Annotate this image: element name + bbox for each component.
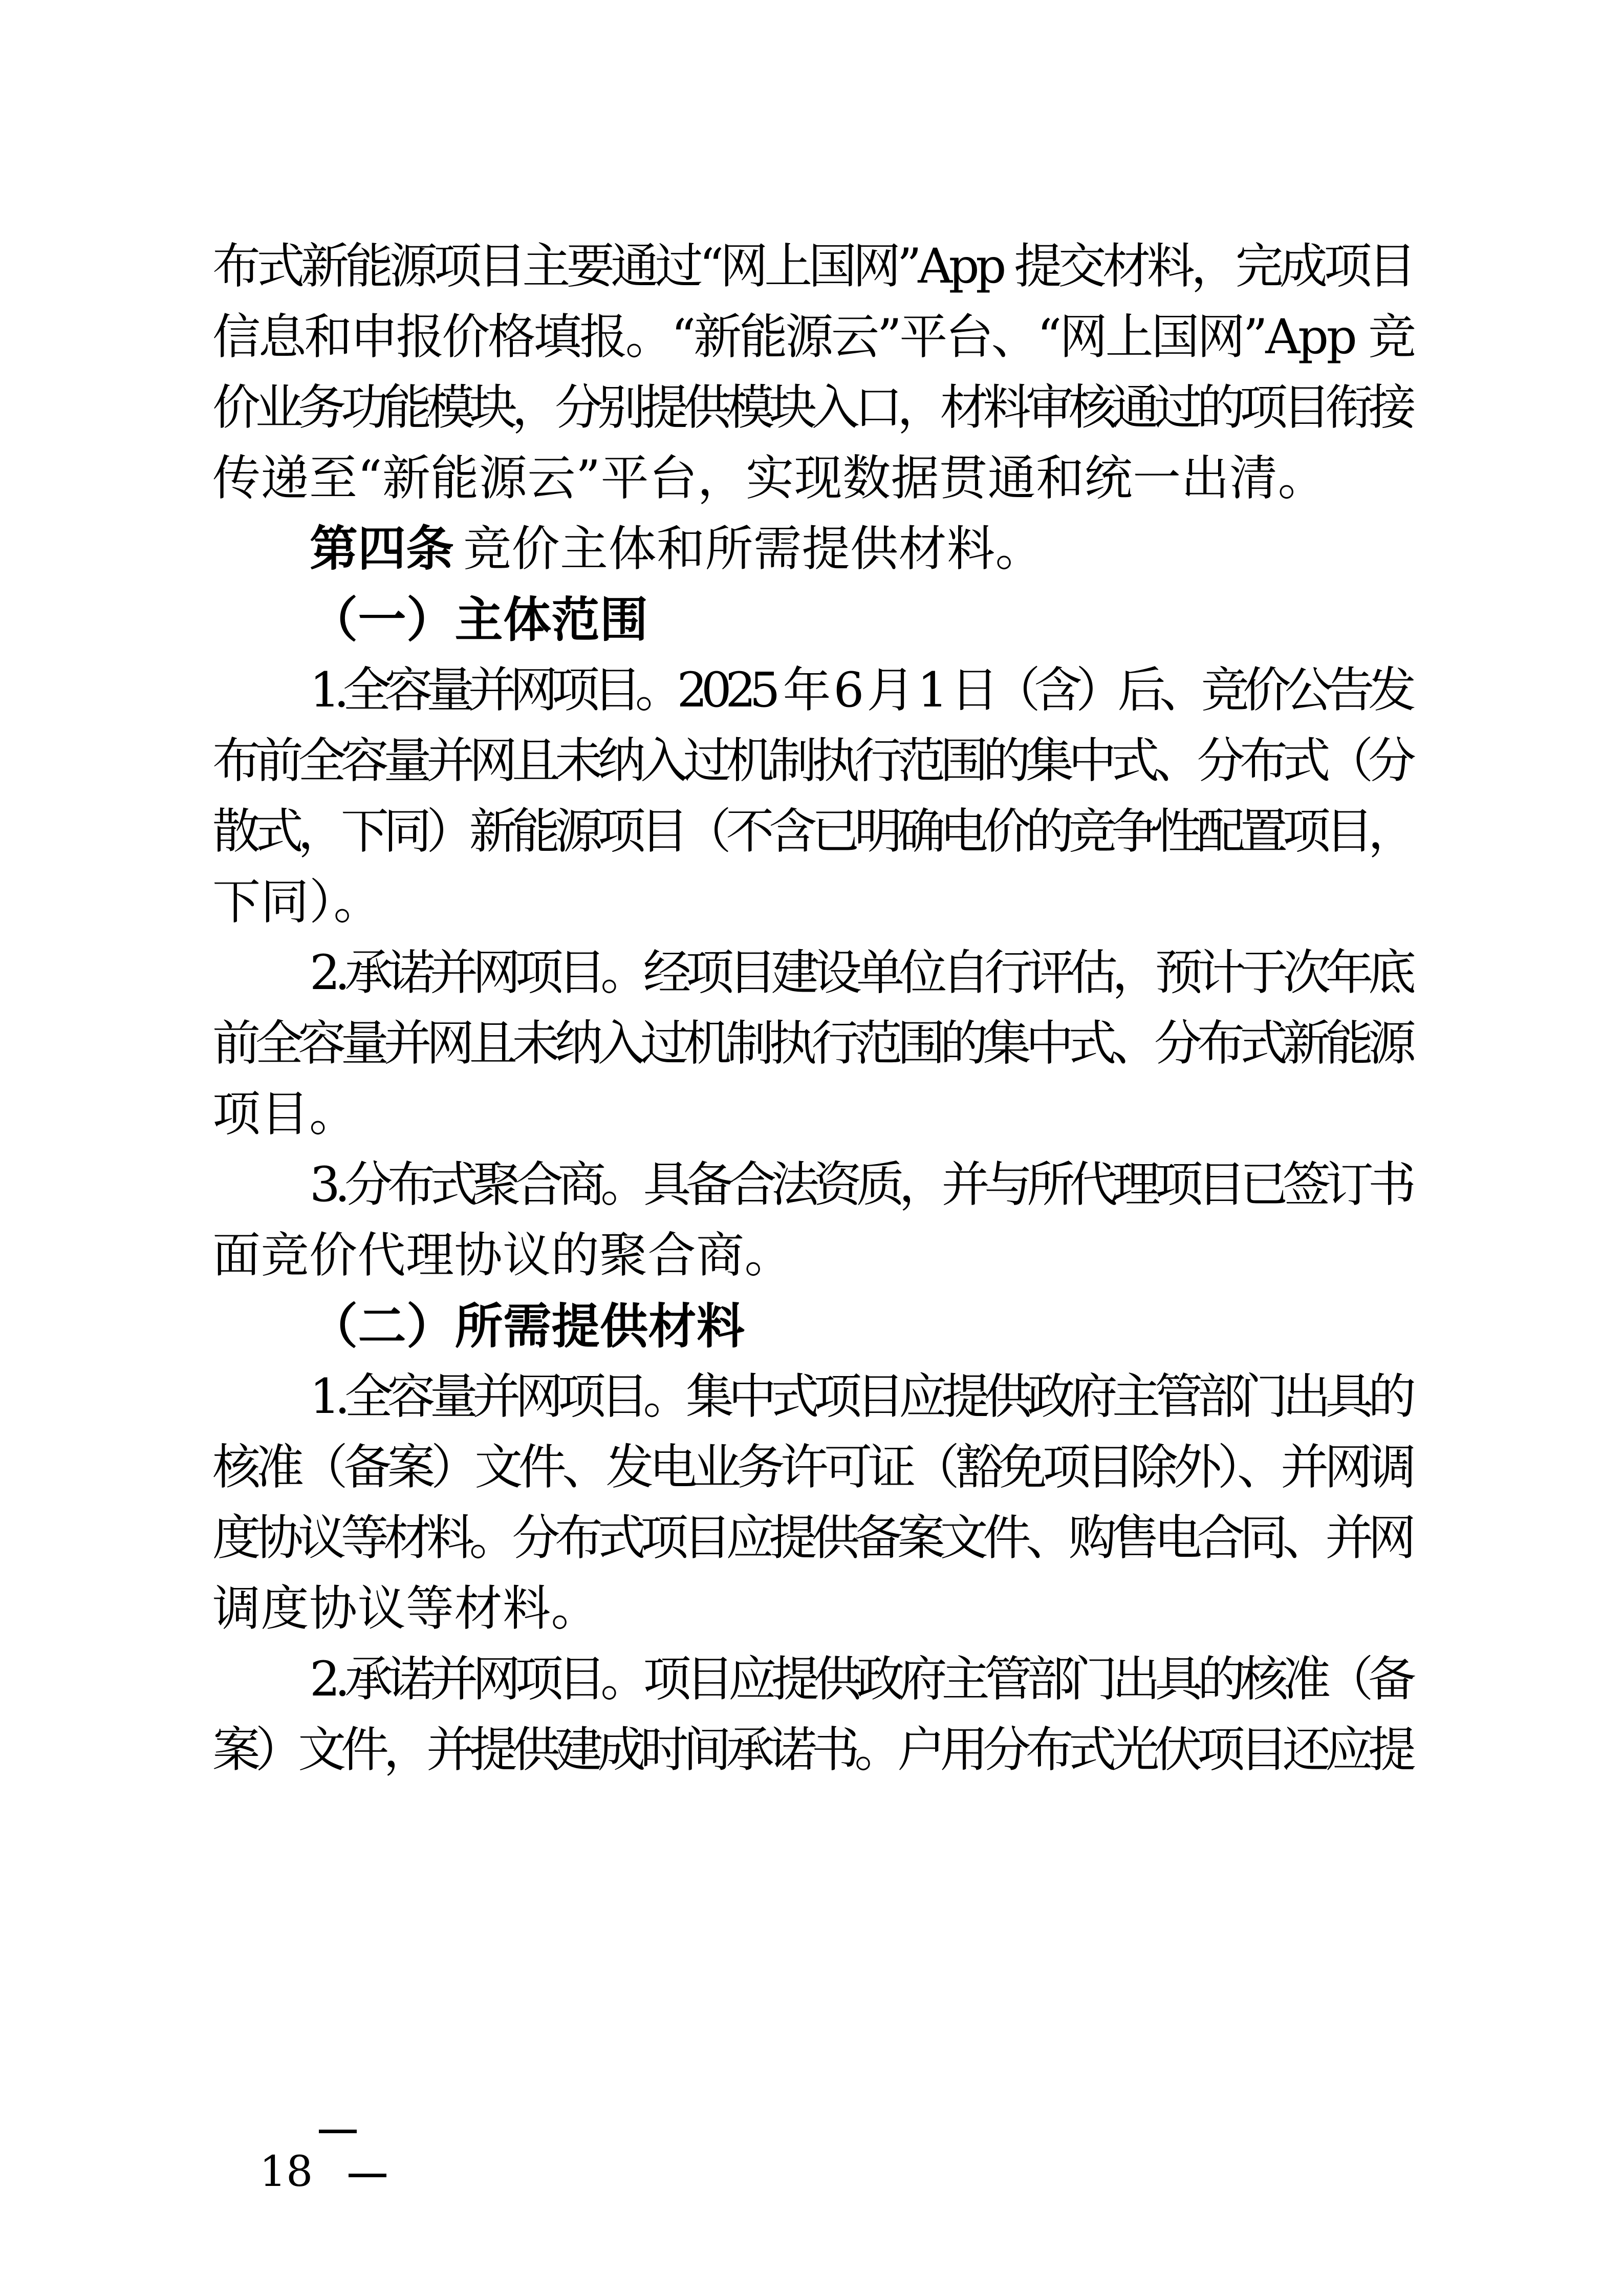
text-line-content bbox=[212, 874, 382, 930]
text-line bbox=[212, 443, 1416, 514]
text-line-content bbox=[212, 1008, 1411, 1079]
text-line-content bbox=[212, 1086, 358, 1142]
text-line bbox=[212, 373, 1416, 443]
text-run: 竞价主体和所需提供材料。 bbox=[463, 521, 1044, 577]
text-line bbox=[212, 797, 1416, 867]
text-line bbox=[212, 1220, 1416, 1291]
text-line-content bbox=[212, 1581, 599, 1637]
text-line-content bbox=[212, 1298, 745, 1355]
footer-dash-leading-icon bbox=[319, 2130, 357, 2133]
text-line-content bbox=[212, 726, 1411, 797]
text-line-content bbox=[212, 655, 1410, 726]
text-run: 调度协议等材料。 bbox=[212, 1581, 600, 1637]
text-line bbox=[212, 655, 1416, 726]
text-run: 下同）。 bbox=[212, 874, 382, 930]
text-line bbox=[212, 938, 1416, 1008]
text-line-content bbox=[212, 1503, 1411, 1574]
text-run: 价业务功能模块，分别提供模块入口，材料审核通过的项目衔接 bbox=[212, 380, 1411, 436]
text-run: 布式新能源项目主要通过“网上国网”App 提交材料，完成项目 bbox=[212, 239, 1413, 294]
text-run: 面竞价代理协议的聚合商。 bbox=[212, 1228, 793, 1283]
text-line-content bbox=[212, 1362, 1411, 1432]
text-run: （一）主体范围 bbox=[310, 592, 648, 648]
text-line bbox=[212, 1150, 1416, 1220]
text-line-content bbox=[212, 373, 1411, 443]
text-line bbox=[212, 1574, 1416, 1644]
text-line bbox=[212, 1644, 1416, 1715]
document-body bbox=[212, 231, 1416, 1786]
text-run: 信息和申报价格填报。“新能源云”平台、“网上国网”App 竞 bbox=[212, 309, 1414, 365]
text-run: 2.承诺并网项目。经项目建设单位自行评估，预计于次年底 bbox=[310, 945, 1411, 1001]
text-run: 3.分布式聚合商。具备合法资质，并与所代理项目已签订书 bbox=[310, 1157, 1411, 1213]
text-line bbox=[212, 1079, 1416, 1150]
text-run: 1.全容量并网项目。集中式项目应提供政府主管部门出具的 bbox=[310, 1369, 1411, 1425]
text-line-content bbox=[212, 1150, 1411, 1220]
text-run: 散式，下同）新能源项目（不含已明确电价的竞争性配置项目， bbox=[212, 804, 1411, 860]
text-run: 前全容量并网且未纳入过机制执行范围的集中式、分布式新能源 bbox=[212, 1016, 1411, 1071]
text-line-content bbox=[212, 1432, 1412, 1503]
text-line-content bbox=[212, 231, 1412, 302]
text-line bbox=[212, 231, 1416, 302]
text-line-content bbox=[212, 1228, 793, 1283]
text-line bbox=[212, 302, 1416, 373]
text-run: 核准（备案）文件、发电业务许可证（豁免项目除外）、并网调 bbox=[212, 1440, 1412, 1495]
text-run: 传递至“新能源云”平台，实现数据贯通和统一出清。 bbox=[212, 450, 1327, 506]
text-line-content bbox=[212, 938, 1411, 1008]
text-line-content bbox=[212, 521, 1044, 577]
text-line bbox=[212, 1715, 1416, 1786]
text-line bbox=[212, 867, 1416, 938]
text-line bbox=[212, 1362, 1416, 1432]
text-run: 布前全容量并网且未纳入过机制执行范围的集中式、分布式（分 bbox=[212, 733, 1411, 789]
text-run: 2.承诺并网项目。项目应提供政府主管部门出具的核准（备 bbox=[310, 1651, 1411, 1707]
text-line bbox=[212, 514, 1416, 585]
text-line-content bbox=[212, 450, 1326, 506]
text-line bbox=[212, 1291, 1416, 1362]
page-number: 18 bbox=[259, 2148, 313, 2196]
text-line-content bbox=[212, 1644, 1411, 1715]
text-line bbox=[212, 1503, 1416, 1574]
text-run: 1.全容量并网项目。2025 年 6 月 1 日（含）后、竞价公告发 bbox=[310, 662, 1410, 718]
article-heading-label: 第四条 bbox=[310, 521, 454, 577]
text-run: 度协议等材料。分布式项目应提供备案文件、购售电合同、并网 bbox=[212, 1510, 1411, 1566]
text-line bbox=[212, 726, 1416, 797]
text-line-content bbox=[212, 1715, 1411, 1786]
text-line bbox=[212, 1432, 1416, 1503]
page-footer bbox=[212, 2125, 571, 2237]
text-line-content bbox=[212, 592, 648, 648]
text-line-content bbox=[212, 302, 1414, 373]
footer-dash-trailing-icon bbox=[349, 2174, 386, 2177]
text-line-content bbox=[212, 797, 1411, 867]
text-run: （二）所需提供材料 bbox=[310, 1298, 745, 1355]
text-line bbox=[212, 1008, 1416, 1079]
text-run: 案）文件，并提供建成时间承诺书。户用分布式光伏项目还应提 bbox=[212, 1722, 1411, 1778]
text-line bbox=[212, 585, 1416, 655]
text-run: 项目。 bbox=[212, 1086, 358, 1142]
